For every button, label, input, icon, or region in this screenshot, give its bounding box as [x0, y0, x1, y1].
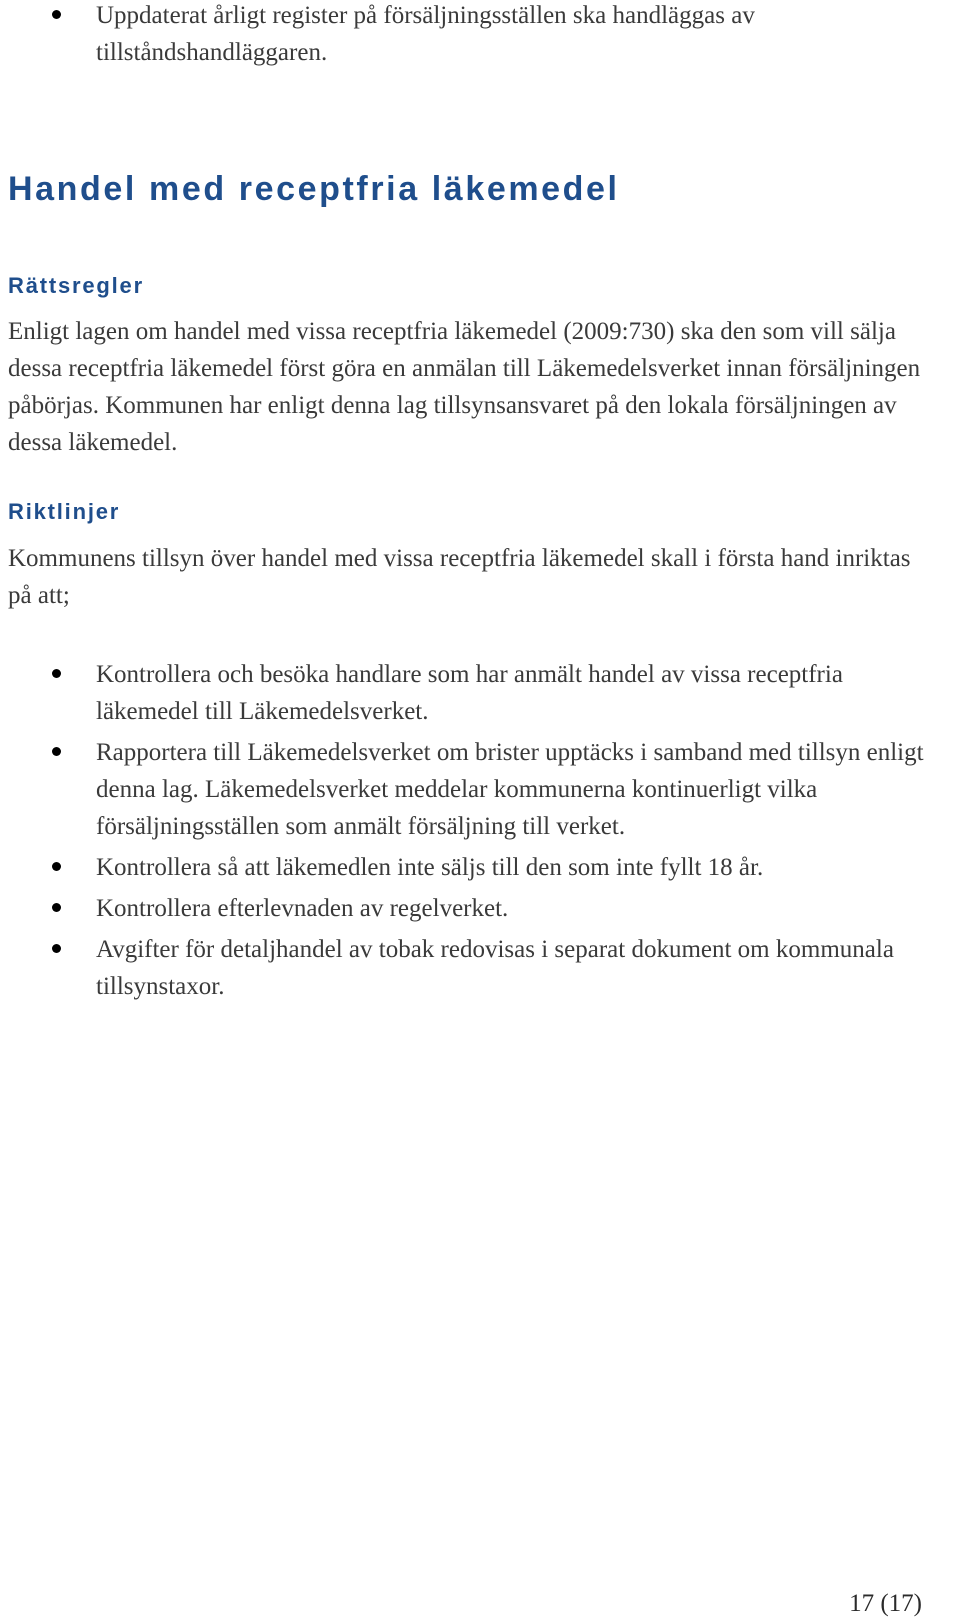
list-item: [0, 0, 880, 71]
paragraph-rattsregler: Enligt lagen om handel med vissa receptfria läkemedel (2009:730) ska den som vill sälja dessa receptfria läkemedel först göra en anmälan till Läkemedelsverket innan försäljningen påbörjas. Kommunen har enligt denna lag tillsynsansvaret på den lokala försäljningen av dessa läkemedel.: [8, 318, 921, 456]
bullet-icon: [52, 747, 61, 756]
subheading-rattsregler: Rättsregler: [8, 273, 144, 298]
list-item: [0, 890, 950, 927]
bullet-icon: [52, 669, 61, 678]
section-heading: Handel med receptfria läkemedel: [8, 170, 620, 208]
list-item-text: Uppdaterat årligt register på försäljningsställen ska handläggas av tillståndshandläggaren.: [96, 2, 755, 66]
list-item-text: Avgifter för detaljhandel av tobak redovisas i separat dokument om kommunala tillsynstaxor.: [96, 936, 894, 1000]
bullet-icon: [52, 903, 61, 912]
top-bullet-list: [0, 0, 880, 71]
list-item: [0, 734, 950, 845]
list-item-text: Kontrollera så att läkemedlen inte säljs till den som inte fyllt 18 år.: [96, 854, 764, 881]
list-item: [0, 931, 950, 1005]
list-item-text: Rapportera till Läkemedelsverket om brister upptäcks i samband med tillsyn enligt denna lag. Läkemedelsverket meddelar kommunerna kontinuerligt vilka försäljningsställen som anmält försäljning till verket.: [96, 739, 924, 840]
bullet-icon: [52, 862, 61, 871]
paragraph-riktlinjer: Kommunens tillsyn över handel med vissa receptfria läkemedel skall i första hand inriktas på att;: [8, 545, 911, 609]
list-item: [0, 849, 950, 886]
bullet-icon: [52, 944, 61, 953]
subheading-riktlinjer: Riktlinjer: [8, 499, 121, 524]
list-item-text: Kontrollera efterlevnaden av regelverket.: [96, 895, 509, 922]
list-item: [0, 656, 950, 730]
list-item-text: Kontrollera och besöka handlare som har anmält handel av vissa receptfria läkemedel till Läkemedelsverket.: [96, 661, 843, 725]
guideline-list: [0, 656, 950, 1009]
page-number: 17 (17): [849, 1590, 922, 1617]
bullet-icon: [52, 10, 61, 19]
